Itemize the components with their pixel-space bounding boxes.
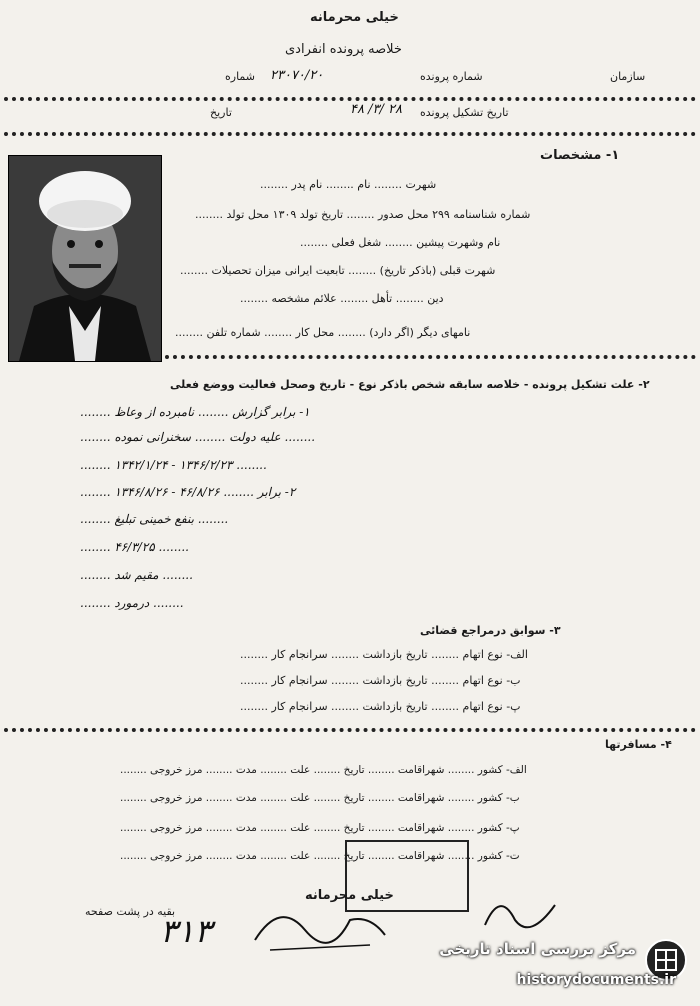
portrait-photo bbox=[8, 155, 162, 362]
number-label: شماره bbox=[225, 70, 256, 83]
section4-heading: ۴- مسافرتها bbox=[605, 738, 672, 751]
signature-number: ۳۱۳ bbox=[160, 912, 212, 950]
section2-line-6: ........ ۴۶/۳/۲۵ ........ bbox=[80, 540, 189, 554]
date-created-value: ۲۸ /۳/ ۴۸ bbox=[350, 102, 402, 117]
watermark-title: مرکز بررسی اسناد تاریخی bbox=[439, 940, 636, 958]
continued-note: بقیه در پشت صفحه bbox=[85, 905, 176, 918]
classification-bottom: خیلی محرمانه bbox=[305, 888, 394, 903]
section3-row-2: ب- نوع اتهام ........ تاریخ بازداشت ........ سرانجام کار ........ bbox=[240, 674, 521, 687]
file-number-value: ۲۳۰۷۰/۲۰ bbox=[270, 68, 324, 83]
section1-row-4: شهرت قبلی (باذکر تاریخ) ........ تابعیت ایرانی میزان تحصیلات ........ bbox=[180, 264, 496, 277]
signature-scribble bbox=[250, 890, 390, 960]
section3-row-1: الف- نوع اتهام ........ تاریخ بازداشت ........ سرانجام کار ........ bbox=[240, 648, 528, 661]
section2-line-4: ۲- برابر ........ ۴۶/۸/۲۶ - ۱۳۴۶/۸/۲۶ ........ bbox=[80, 485, 296, 499]
header-dotted-rule-2 bbox=[4, 132, 696, 136]
section2-line-2: ........ علیه دولت ........ سخنرانی نموده ........ bbox=[80, 430, 316, 444]
section1-heading: ۱- مشخصات bbox=[540, 148, 620, 163]
section3-heading: ۳- سوابق درمراجع قضائی bbox=[420, 624, 561, 637]
file-number-label: شماره پرونده bbox=[420, 70, 483, 83]
section2-line-8: ........ درمورد ........ bbox=[80, 596, 184, 610]
section2-line-5: ........ بنفع خمینی تبلیغ ........ bbox=[80, 512, 229, 526]
subject-label: سازمان bbox=[610, 70, 646, 83]
section2-line-1: ۱- برابر گزارش ........ نامبرده از وعاظ ........ bbox=[80, 405, 310, 419]
section4-row-1: الف- کشور ........ شهراقامت ........ تاریخ ........ علت ........ مدت ........ مرز خروجی ........ bbox=[120, 764, 527, 776]
section2-line-3: ........ ۱۳۴۶/۲/۲۳ - ۱۳۴۲/۱/۲۴ ........ bbox=[80, 458, 267, 472]
header-dotted-rule-1 bbox=[4, 97, 696, 101]
classification-top: خیلی محرمانه bbox=[310, 10, 399, 25]
watermark-url: historydocuments.ir bbox=[516, 972, 676, 988]
section-divider-2 bbox=[4, 728, 696, 732]
section1-row-2: شماره شناسنامه ۲۹۹ محل صدور ........ تاریخ تولد ۱۳۰۹ محل تولد ........ bbox=[195, 208, 531, 221]
date-created-label: تاریخ تشکیل پرونده bbox=[420, 106, 509, 119]
section4-row-3: پ- کشور ........ شهراقامت ........ تاریخ ........ علت ........ مدت ........ مرز خروجی ........ bbox=[120, 822, 520, 834]
date-label: تاریخ bbox=[210, 106, 232, 119]
section1-row-3: نام وشهرت پیشین ........ شغل فعلی ........ bbox=[300, 236, 501, 249]
section1-row-5: دین ........ تأهل ........ علائم مشخصه ........ bbox=[240, 292, 444, 305]
section4-row-4: ت- کشور ........ شهراقامت ........ تاریخ ........ علت ........ مدت ........ مرز خروجی ........ bbox=[120, 850, 520, 862]
section4-row-2: ب- کشور ........ شهراقامت ........ تاریخ ........ علت ........ مدت ........ مرز خروجی ........ bbox=[120, 792, 520, 804]
section3-row-3: پ- نوع اتهام ........ تاریخ بازداشت ........ سرانجام کار ........ bbox=[240, 700, 521, 713]
form-title: خلاصه پرونده انفرادی bbox=[285, 42, 402, 57]
section1-row-1: شهرت ........ نام ........ نام پدر ........ bbox=[260, 178, 437, 191]
section2-line-7: ........ مقیم شد ........ bbox=[80, 568, 193, 582]
section-divider-1 bbox=[165, 355, 696, 359]
section2-heading: ۲- علت تشکیل پرونده - خلاصه سابقه شخص باذکر نوع - تاریخ وصحل فعالیت ووضع فعلی bbox=[170, 378, 650, 391]
watermark bbox=[406, 932, 696, 998]
section1-row-6: نامهای دیگر (اگر دارد) ........ محل کار ........ شماره تلفن ........ bbox=[175, 326, 471, 339]
